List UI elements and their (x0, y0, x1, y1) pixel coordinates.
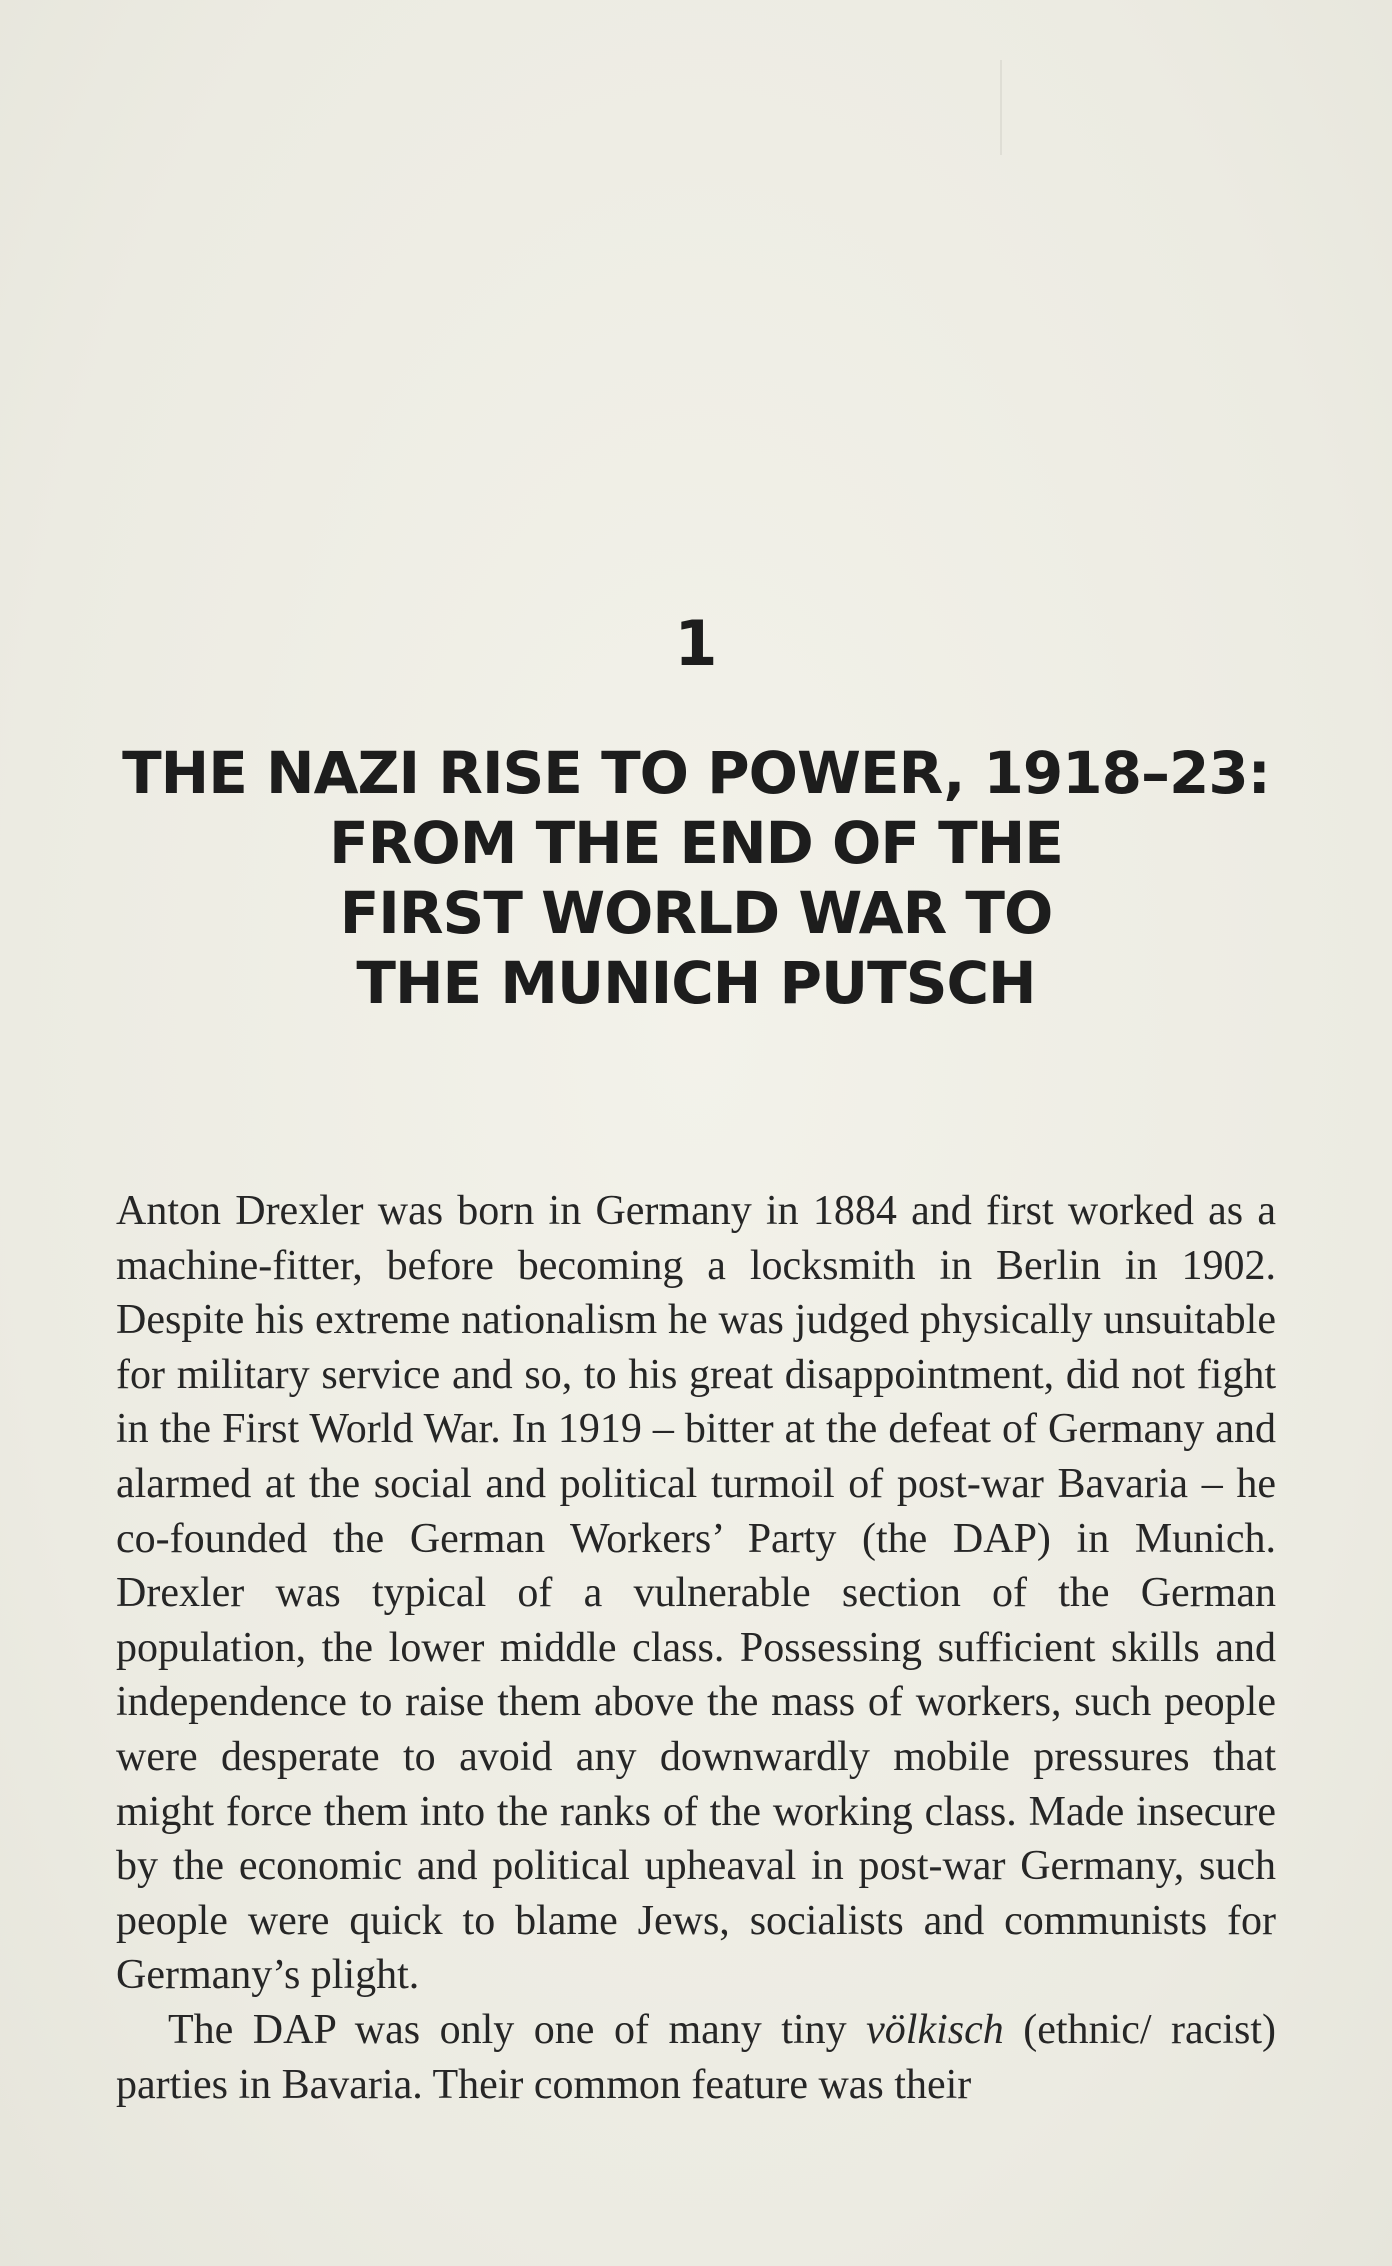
chapter-title (110, 738, 1282, 1018)
paragraph (116, 2003, 1276, 2112)
chapter-title-line: FROM THE END OF THE (329, 809, 1063, 877)
paragraph-text: The DAP was only one of many tiny (168, 2006, 867, 2053)
page-bleed-mark (1000, 60, 1002, 155)
chapter-title-line: THE NAZI RISE TO POWER, 1918–23: (122, 739, 1270, 807)
paragraph-text: Anton Drexler was born in Germany in 1884 and first worked as a machine-fitter, before becoming a locksmith in Berlin in 1902. Despite his extreme nationalism he was judged physically unsuitable for military service and so, to his great disappointment, did not fight in the First World War. In 1919 – bitter at the defeat of Germany and alarmed at the social and political turmoil of post-war Bavaria – he co-founded the German Workers’ Party (the DAP) in Munich. Drexler was typical of a vulnerable section of the German population, the lower middle class. Possessing sufficient skills and independence to raise them above the mass of workers, such people were desperate to avoid any downwardly mobile pressures that might force them into the ranks of the working class. Made insecure by the economic and political upheaval in post-war Germany, such people were quick to blame Jews, socialists and communists for Germany’s plight. (116, 1188, 1276, 1999)
body-text (116, 1184, 1276, 2112)
paragraph (116, 1184, 1276, 2003)
italic-term: völkisch (866, 2006, 1004, 2053)
chapter-title-line: THE MUNICH PUTSCH (356, 949, 1036, 1017)
paragraph-text: (ethnic/ racist) parties in Bavaria. Their common feature was their (116, 2006, 1276, 2108)
chapter-number: 1 (674, 607, 718, 680)
chapter-title-line: FIRST WORLD WAR TO (339, 879, 1053, 947)
